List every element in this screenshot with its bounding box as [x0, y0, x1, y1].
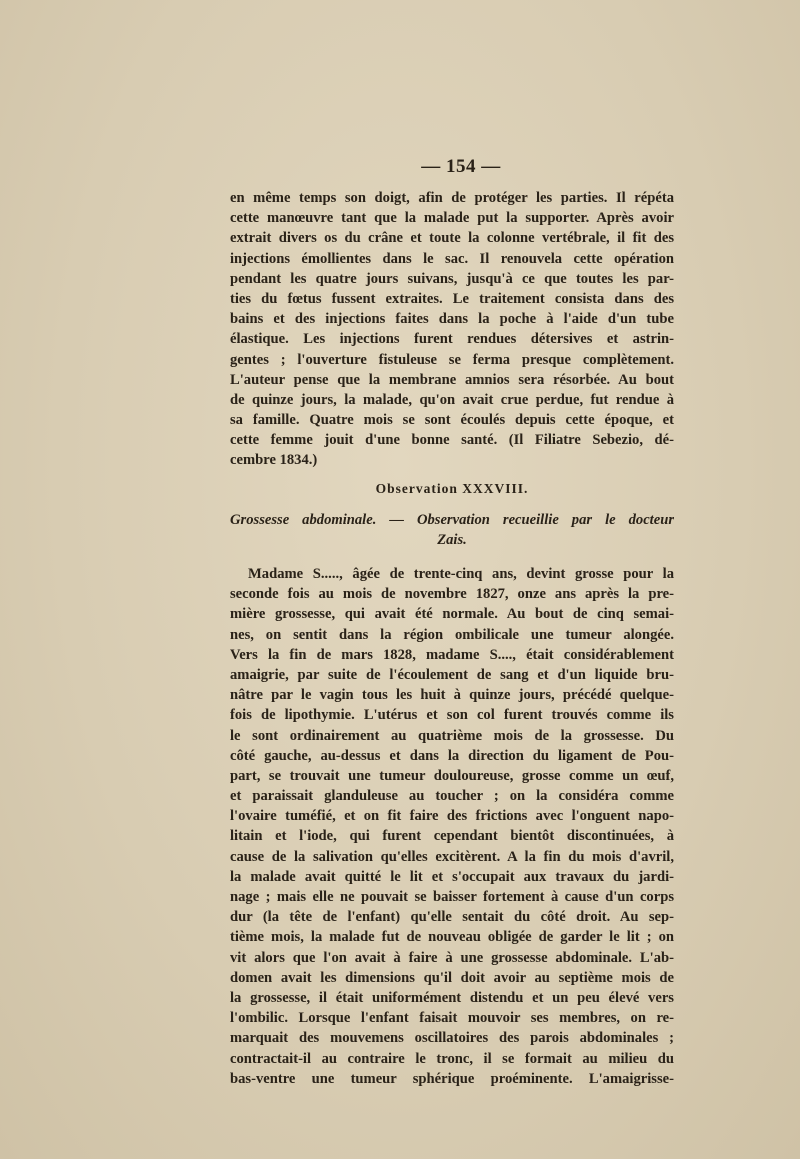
text-line: cette femme jouit d'une bonne santé. (Il Filiatre Sebezio, dé- [230, 432, 674, 449]
page-text [230, 150, 674, 1089]
text-line: amaigrie, par suite de l'écoulement de sang et d'un liquide bru- [230, 666, 674, 683]
section-heading: Observation XXXVIII. [375, 480, 529, 496]
observation-subtitle [230, 510, 674, 550]
text-line: tième mois, la malade fut de nouveau obligée de garder le lit ; on [230, 929, 674, 946]
text-line: nâtre par le vagin tous les huit à quinze jours, précédé quelque- [230, 687, 674, 704]
subtitle-line: Grossesse abdominale. — Observation recueillie par le docteur [230, 511, 674, 528]
text-line: bains et des injections faites dans la poche à l'aide d'un tube [230, 311, 674, 328]
text-line: Vers la fin de mars 1828, madame S...., était considérablement [230, 646, 674, 663]
text-line: vit alors que l'on avait à faire à une grossesse abdominale. L'ab- [230, 949, 674, 966]
text-line: nes, on sentit dans la région ombilicale une tumeur alongée. [230, 626, 674, 643]
text-line: fois de lipothymie. L'utérus et son col furent trouvés comme ils [230, 707, 674, 724]
text-line: l'ovaire tuméfié, et on fit faire des frictions avec l'onguent napo- [230, 808, 674, 825]
text-line: pendant les quatre jours suivans, jusqu'à ce que toutes les par- [230, 270, 674, 287]
text-line: mière grossesse, qui avait été normale. Au bout de cinq semai- [230, 606, 674, 623]
text-line: cause de la salivation qu'elles excitèrent. A la fin du mois d'avril, [230, 848, 674, 865]
text-line: bas-ventre une tumeur sphérique proéminente. L'amaigrisse- [230, 1070, 674, 1087]
text-line: de quinze jours, la malade, qu'on avait crue perdue, fut rendue à [230, 391, 674, 408]
text-line: L'auteur pense que la membrane amnios sera résorbée. Au bout [230, 371, 674, 388]
text-line: injections émollientes dans le sac. Il renouvela cette opération [230, 250, 674, 267]
text-line: cette manœuvre tant que la malade put la supporter. Après avoir [230, 210, 674, 227]
page-number: — 154 — [421, 156, 501, 177]
text-line: sa famille. Quatre mois se sont écoulés depuis cette époque, et [230, 412, 674, 429]
text-line: élastique. Les injections furent rendues détersives et astrin- [230, 331, 674, 348]
text-line: contractait-il au contraire le tronc, il se formait au milieu du [230, 1050, 674, 1067]
text-line: gentes ; l'ouverture fistuleuse se ferma presque complètement. [230, 351, 674, 368]
text-line: l'ombilic. Lorsque l'enfant faisait mouvoir ses membres, on re- [230, 1010, 674, 1027]
text-line: extrait divers os du crâne et toute la colonne vertébrale, il fit des [230, 230, 674, 247]
text-line: ties du fœtus fussent extraites. Le traitement consista dans des [230, 290, 674, 307]
paragraph-observation [230, 564, 674, 1089]
text-line: cembre 1834.) [230, 452, 318, 469]
text-line: seconde fois au mois de novembre 1827, onze ans après la pre- [230, 586, 674, 603]
text-line: part, se trouvait une tumeur douloureuse, grosse comme un œuf, [230, 767, 674, 784]
text-line: la grossesse, il était uniformément distendu et un peu élevé vers [230, 989, 674, 1006]
text-line: Madame S....., âgée de trente-cinq ans, devint grosse pour la [248, 566, 674, 582]
subtitle-line: Zais. [437, 531, 467, 548]
text-line: la malade avait quitté le lit et s'occupait aux travaux du jardi- [230, 868, 674, 885]
text-line: domen avait les dimensions qu'il doit avoir au septième mois de [230, 969, 674, 986]
text-line: et paraissait glanduleuse au toucher ; on la considéra comme [230, 788, 674, 805]
text-line: le sont ordinairement au quatrième mois de la grossesse. Du [230, 727, 674, 744]
text-line: marquait des mouvemens oscillatoires des parois abdominales ; [230, 1030, 674, 1047]
text-line: en même temps son doigt, afin de protéger les parties. Il répéta [230, 190, 674, 206]
text-line: côté gauche, au-dessus et dans la direction du ligament de Pou- [230, 747, 674, 764]
text-line: dur (la tête de l'enfant) qu'elle sentait du côté droit. Au sep- [230, 909, 674, 926]
text-line: nage ; mais elle ne pouvait se baisser fortement à cause d'un corps [230, 889, 674, 905]
text-line: litain et l'iode, qui furent cependant bientôt discontinuées, à [230, 828, 674, 845]
paragraph-continuation [230, 188, 674, 471]
